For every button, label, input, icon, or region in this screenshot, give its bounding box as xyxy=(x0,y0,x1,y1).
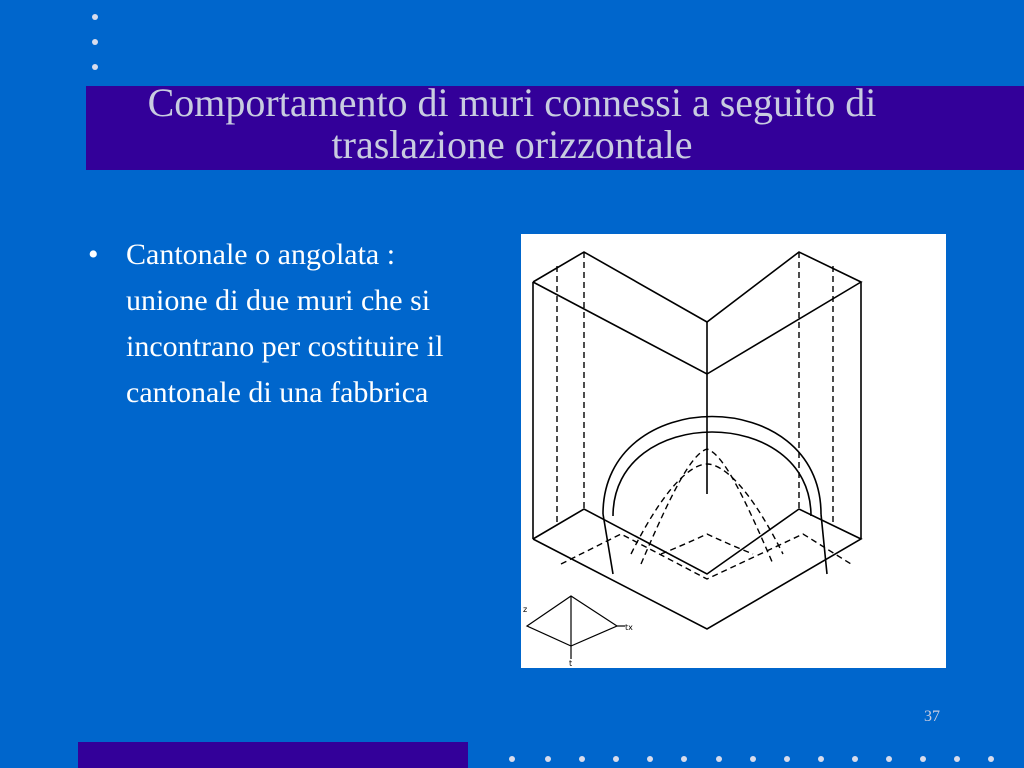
decor-dot xyxy=(681,756,687,762)
decor-dot xyxy=(92,64,98,70)
decor-dot xyxy=(613,756,619,762)
axis-rhombus xyxy=(527,596,617,646)
decor-dot xyxy=(750,756,756,762)
bullet-item xyxy=(88,232,468,416)
slide-title: Comportamento di muri connessi a seguito di traslazione orizzontale xyxy=(147,80,877,167)
diagram-svg xyxy=(521,234,946,668)
axis-label-tx: tx xyxy=(625,623,633,632)
decor-dot xyxy=(545,756,551,762)
decor-dot xyxy=(92,39,98,45)
arch-outer xyxy=(603,417,821,515)
decor-dot xyxy=(886,756,892,762)
axis-label-t: t xyxy=(569,659,573,668)
decor-dot xyxy=(92,14,98,20)
decor-dot xyxy=(716,756,722,762)
arch-inner xyxy=(613,432,811,516)
decor-dot xyxy=(784,756,790,762)
bullet-marker: • xyxy=(88,238,99,271)
bottom-bar xyxy=(78,742,468,768)
wall-corner-diagram xyxy=(521,234,946,668)
decor-dot xyxy=(818,756,824,762)
decor-dot xyxy=(579,756,585,762)
hidden-base xyxy=(561,534,851,579)
top-outline xyxy=(533,252,861,374)
decor-dot xyxy=(647,756,653,762)
bullet-list xyxy=(88,232,468,416)
bullet-text: Cantonale o angolata : unione di due muri che si incontrano per costituire il cantonale di una fabbrica xyxy=(126,238,444,409)
axis-label-z: z xyxy=(523,605,528,614)
decor-dot xyxy=(988,756,994,762)
decor-dot xyxy=(954,756,960,762)
page-number: 37 xyxy=(924,708,940,725)
decor-dot xyxy=(920,756,926,762)
decor-dot xyxy=(509,756,515,762)
decor-dot xyxy=(852,756,858,762)
bottom-outline xyxy=(533,509,861,629)
